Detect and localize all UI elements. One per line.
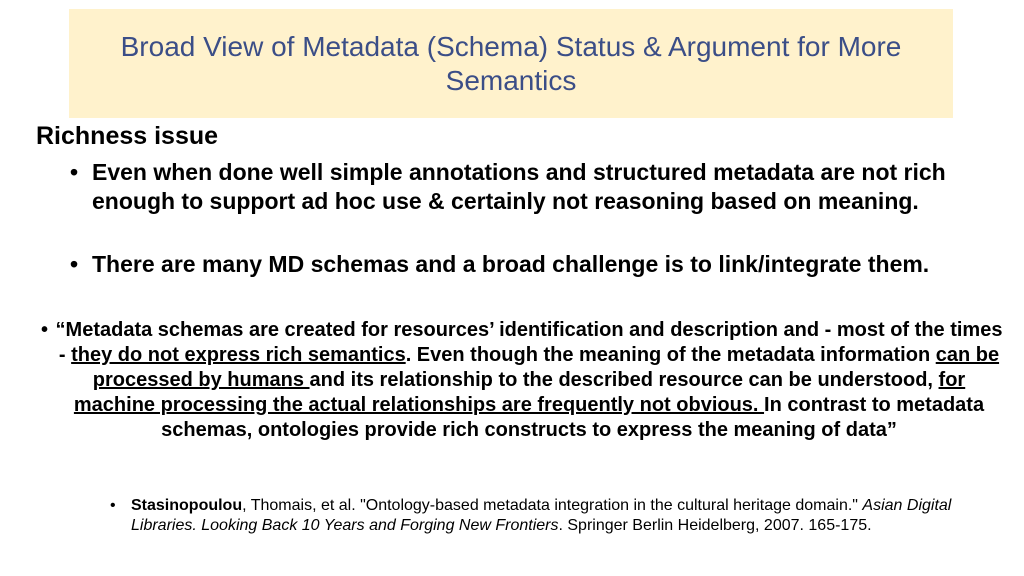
bullet-marker: • [70,251,79,277]
quote-underlined-segment: can be processed by humans [92,344,1000,391]
slide-title: Broad View of Metadata (Schema) Status & Argument for More Semantics [120,30,902,96]
reference-details: , Thomais, et al. "Ontology-based metadata integration in the cultural heritage domain." [242,497,863,514]
bullet-marker: • [110,497,116,514]
bullet-item [70,158,990,216]
quote-segment: . Even though the meaning of the metadata information [405,344,936,366]
quote-block [34,318,1004,443]
reference-item [110,496,990,536]
quote-text [54,318,1004,443]
bullet-text: Even when done well simple annotations and structured metadata are not rich enough to support ad hoc use & certainly not reasoning based on meaning. [92,159,946,214]
reference-journal: Asian Digital Libraries. Looking Back 10 Years and Forging New Frontiers [131,497,952,534]
section-heading: Richness issue [36,122,219,150]
bullet-text: There are many MD schemas and a broad challenge is to link/integrate them. [92,251,930,277]
quote-segment: and its relationship to the described resource can be understood, [309,369,939,391]
reference-text [131,496,990,536]
quote-segment: In contrast to metadata schemas, ontologies provide rich constructs to express the meaning of data” [161,394,985,441]
reference-tail: . Springer Berlin Heidelberg, 2007. 165-175. [558,517,872,534]
quote-underlined-segment: for machine processing the actual relationships are frequently not obvious. [73,369,966,416]
bullet-marker: • [41,319,49,341]
title-box [69,9,953,118]
quote-segment: “Metadata schemas are created for resources’ identification and description and - most of the times - [55,319,1003,366]
bullet-marker: • [70,159,79,185]
quote-underlined-segment: they do not express rich semantics [71,344,406,366]
reference-author: Stasinopoulou [131,497,243,514]
bullet-item [70,250,990,279]
